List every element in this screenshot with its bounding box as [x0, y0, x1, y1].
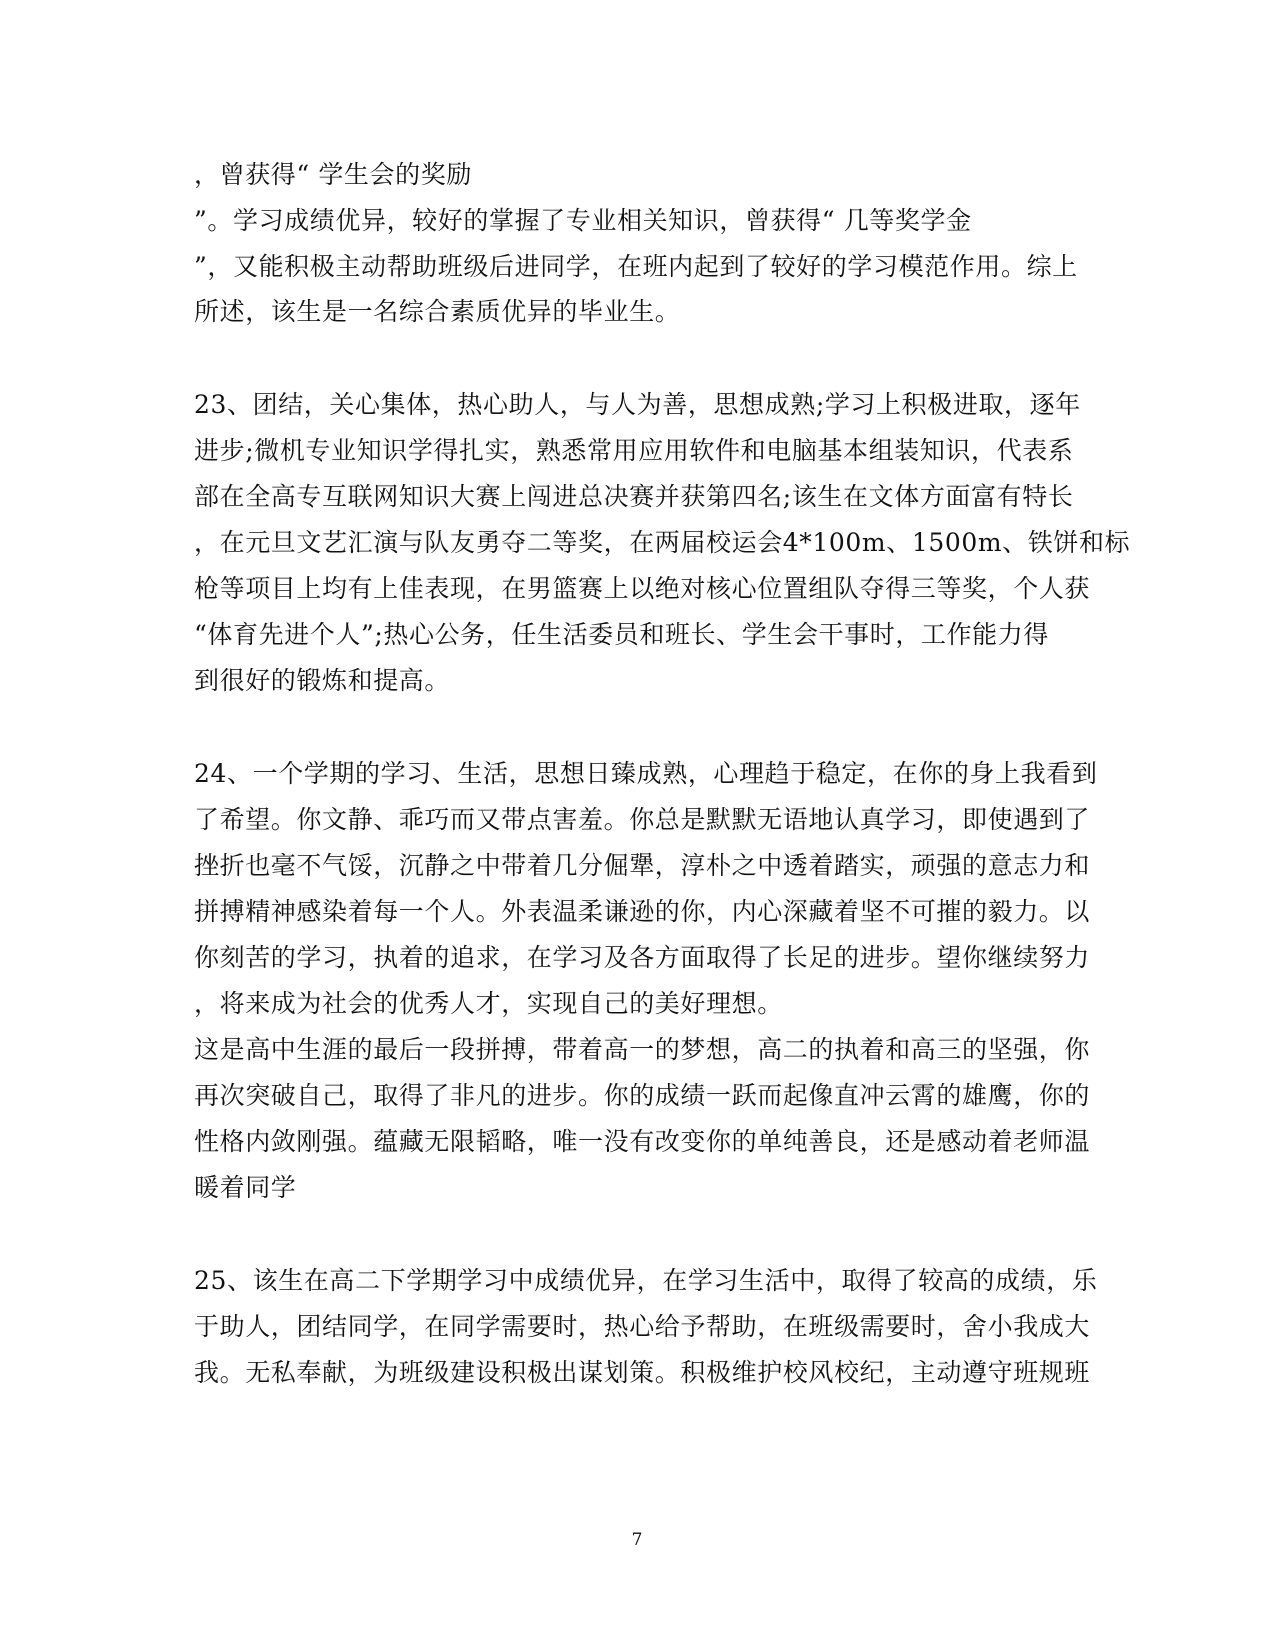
- text-line: 25、该生在高二下学期学习中成绩优异，在学习生活中，取得了较高的成绩，乐: [194, 1266, 1098, 1295]
- text-line: 你刻苦的学习，执着的追求，在学习及各方面取得了长足的进步。望你继续努力: [194, 943, 1091, 972]
- text-line: 再次突破自己，取得了非凡的进步。你的成绩一跃而起像直冲云霄的雄鹰，你的: [194, 1081, 1091, 1110]
- text-line: 暖着同学: [194, 1173, 297, 1202]
- page-number: 7: [631, 1530, 643, 1550]
- text-line: 23、团结，关心集体，热心助人，与人为善，思想成熟;学习上积极进取，逐年: [194, 390, 1081, 419]
- text-line: “体育先进个人”;热心公务，任生活委员和班长、学生会干事时，工作能力得: [194, 620, 1049, 649]
- text-line: 我。无私奉献，为班级建设积极出谋划策。积极维护校风校纪，主动遵守班规班: [194, 1358, 1091, 1387]
- text-line: 挫折也毫不气馁，沉静之中带着几分倔犟，淳朴之中透着踏实，顽强的意志力和: [194, 851, 1091, 880]
- text-line: 所述，该生是一名综合素质优异的毕业生。: [194, 297, 681, 326]
- text-line: 24、一个学期的学习、生活，思想日臻成熟，心理趋于稳定，在你的身上我看到: [194, 759, 1098, 788]
- text-line: 性格内敛刚强。蕴藏无限韬略，唯一没有改变你的单纯善良，还是感动着老师温: [194, 1127, 1091, 1156]
- text-line: 枪等项目上均有上佳表现，在男篮赛上以绝对核心位置组队夺得三等奖，个人获: [194, 574, 1091, 603]
- text-line: 拼搏精神感染着每一个人。外表温柔谦逊的你，内心深藏着坚不可摧的毅力。以: [194, 897, 1091, 926]
- text-line: ，在元旦文艺汇演与队友勇夺二等奖，在两届校运会4*100m、1500m、铁饼和标: [194, 528, 1131, 557]
- text-line: 进步;微机专业知识学得扎实，熟悉常用应用软件和电脑基本组装知识，代表系: [194, 436, 1074, 465]
- text-line: ，曾获得“ 学生会的奖励: [194, 160, 472, 189]
- text-line: 到很好的锻炼和提高。: [194, 666, 451, 695]
- text-line: 了希望。你文静、乖巧而又带点害羞。你总是默默无语地认真学习，即使遇到了: [194, 805, 1091, 834]
- text-line: ，将来成为社会的优秀人才，实现自己的美好理想。: [194, 989, 783, 1018]
- text-line: 这是高中生涯的最后一段拼搏，带着高一的梦想，高二的执着和高三的坚强，你: [194, 1035, 1091, 1064]
- text-line: ”，又能积极主动帮助班级后进同学，在班内起到了较好的学习模范作用。综上: [194, 252, 1078, 281]
- text-line: 于助人，团结同学，在同学需要时，热心给予帮助，在班级需要时，舍小我成大: [194, 1312, 1091, 1341]
- text-line: ”。学习成绩优异，较好的掌握了专业相关知识，曾获得“ 几等奖学金: [194, 206, 972, 235]
- text-line: 部在全高专互联网知识大赛上闯进总决赛并获第四名;该生在文体方面富有特长: [194, 482, 1074, 511]
